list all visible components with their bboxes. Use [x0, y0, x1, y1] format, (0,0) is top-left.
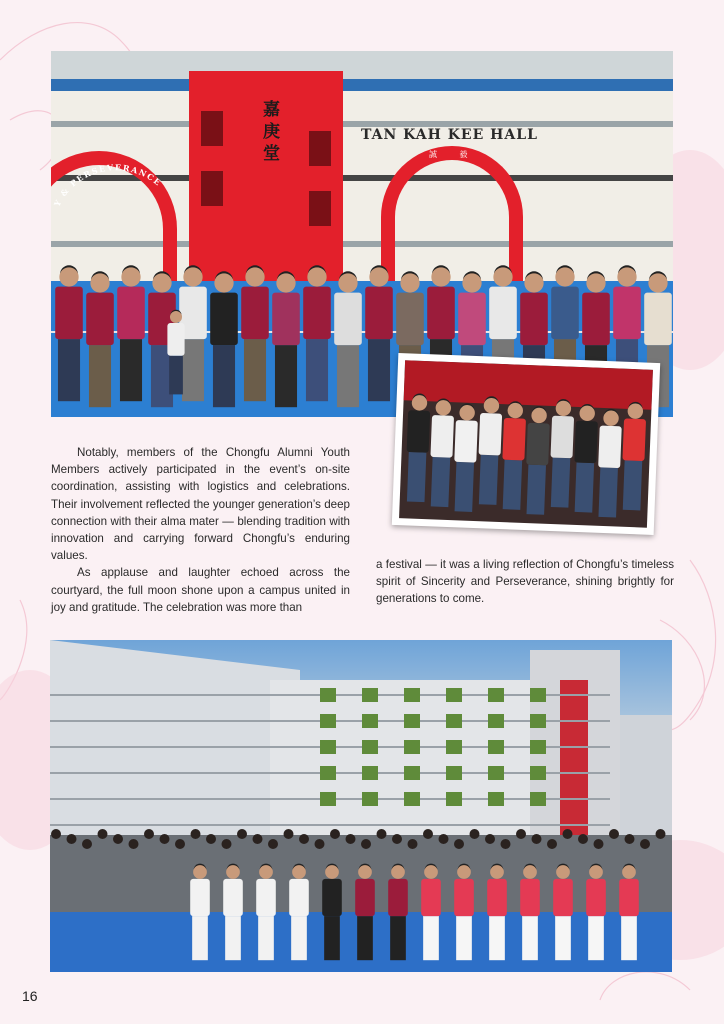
- person-figure: [405, 393, 431, 502]
- article-paragraph: Notably, members of the Chongfu Alumni Youth Members actively participated in the event’s on-site coordination, assisting with logistics and celebrations. Their involvement reflected the younger generation’s deep connection with their alma mater — blending tradition with innovation and carrying forward Chongfu’s enduring values.: [51, 446, 350, 563]
- person-figure: [454, 864, 474, 961]
- person-figure: [586, 864, 606, 961]
- audience-head: [423, 829, 433, 839]
- article-paragraph: As applause and laughter echoed across the courtyard, the full moon shone upon a campus united in joy and gratitude. The celebration was more than: [51, 566, 350, 614]
- audience-head: [578, 834, 588, 844]
- green-planter: [530, 688, 546, 702]
- green-planter: [362, 740, 378, 754]
- person-figure: [256, 864, 276, 961]
- green-planter: [446, 740, 462, 754]
- audience-head: [222, 839, 232, 849]
- person-figure: [55, 265, 83, 401]
- green-planter: [320, 766, 336, 780]
- audience-head: [361, 839, 371, 849]
- article-column-left: [51, 444, 350, 616]
- audience-head: [563, 829, 573, 839]
- green-planter: [362, 766, 378, 780]
- arch-right-motto: 誠 毅: [429, 150, 478, 159]
- person-figure: [619, 864, 639, 961]
- person-figure: [500, 401, 526, 510]
- green-planter: [446, 688, 462, 702]
- person-figure: [322, 864, 342, 961]
- person-figure: [421, 864, 441, 961]
- tower-window: [201, 111, 223, 146]
- green-planter: [488, 714, 504, 728]
- audience-head: [470, 829, 480, 839]
- audience-head: [330, 829, 340, 839]
- person-figure: [596, 408, 622, 517]
- arch-left-motto: [51, 141, 171, 211]
- person-figure: [524, 406, 550, 515]
- person-figure: [223, 864, 243, 961]
- youth-members-photo-image: [399, 360, 653, 527]
- green-planter: [404, 688, 420, 702]
- person-figure: [365, 265, 393, 401]
- person-figure: [86, 271, 114, 407]
- audience-head: [82, 839, 92, 849]
- green-planter: [320, 714, 336, 728]
- green-planter: [488, 792, 504, 806]
- person-figure: [117, 265, 145, 401]
- green-planter: [446, 766, 462, 780]
- audience-head: [191, 829, 201, 839]
- green-planter: [404, 714, 420, 728]
- audience-head: [253, 834, 263, 844]
- audience-head: [144, 829, 154, 839]
- person-figure: [487, 864, 507, 961]
- person-figure: [520, 864, 540, 961]
- youth-members-photo: [392, 353, 660, 535]
- sky-band: [51, 51, 673, 81]
- person-figure: [303, 265, 331, 401]
- audience-head: [640, 839, 650, 849]
- person-figure: [621, 401, 647, 510]
- green-planter: [446, 714, 462, 728]
- audience-head: [625, 834, 635, 844]
- page-number: 16: [22, 988, 38, 1004]
- audience-head: [268, 839, 278, 849]
- audience-head: [516, 829, 526, 839]
- person-figure: [477, 396, 503, 505]
- audience-head: [175, 839, 185, 849]
- tower-window: [309, 131, 331, 166]
- green-planter: [362, 688, 378, 702]
- person-figure: [289, 864, 309, 961]
- svg-text:Y & PERSEVERANCE: Y & PERSEVERANCE: [51, 162, 164, 208]
- tower-window: [201, 171, 223, 206]
- audience-head: [129, 839, 139, 849]
- green-planter: [488, 766, 504, 780]
- person-figure: [388, 864, 408, 961]
- green-planter: [320, 740, 336, 754]
- audience-head: [51, 829, 61, 839]
- audience-head: [284, 829, 294, 839]
- green-planter: [404, 766, 420, 780]
- roof-band: [51, 79, 673, 91]
- audience-head: [315, 839, 325, 849]
- hall-sign: TAN KAH KEE HALL: [361, 127, 538, 143]
- audience-head: [594, 839, 604, 849]
- person-figure: [334, 271, 362, 407]
- person-figure: [241, 265, 269, 401]
- green-planter: [362, 714, 378, 728]
- audience-head: [377, 829, 387, 839]
- person-figure: [452, 403, 478, 512]
- green-planter: [488, 688, 504, 702]
- green-planter: [530, 792, 546, 806]
- audience-head: [439, 834, 449, 844]
- green-planter: [404, 740, 420, 754]
- green-planter: [446, 792, 462, 806]
- audience-head: [346, 834, 356, 844]
- audience-head: [532, 834, 542, 844]
- audience-head: [237, 829, 247, 839]
- mid-autumn-celebration-photo: [50, 640, 672, 972]
- audience-head: [160, 834, 170, 844]
- article-paragraph: a festival — it was a living reflection of Chongfu’s timeless spirit of Sincerity and Perseverance, shining brightly for generations to come.: [376, 558, 674, 606]
- person-figure: [355, 864, 375, 961]
- audience-head: [501, 839, 511, 849]
- person-figure: [572, 404, 598, 513]
- audience-head: [485, 834, 495, 844]
- article-column-right: [376, 556, 674, 608]
- audience-and-performers: [50, 822, 672, 972]
- tower-window: [309, 191, 331, 226]
- person-figure: [210, 271, 238, 407]
- audience-head: [67, 834, 77, 844]
- audience-head: [408, 839, 418, 849]
- green-planter: [404, 792, 420, 806]
- green-planter: [488, 740, 504, 754]
- person-figure: [553, 864, 573, 961]
- audience-head: [392, 834, 402, 844]
- audience-head: [299, 834, 309, 844]
- person-figure: [272, 271, 300, 407]
- audience-head: [454, 839, 464, 849]
- youth-crowd: [399, 360, 653, 527]
- green-planter: [362, 792, 378, 806]
- green-planter: [530, 714, 546, 728]
- audience-head: [98, 829, 108, 839]
- audience-head: [547, 839, 557, 849]
- audience-head: [609, 829, 619, 839]
- audience-head: [206, 834, 216, 844]
- audience-head: [656, 829, 666, 839]
- audience-head: [113, 834, 123, 844]
- person-figure: [549, 399, 575, 508]
- hall-chinese-name: 嘉庚堂: [263, 100, 280, 164]
- green-planter: [530, 740, 546, 754]
- green-planter: [530, 766, 546, 780]
- green-planter: [320, 688, 336, 702]
- person-figure: [429, 398, 455, 507]
- person-figure: [190, 864, 210, 961]
- green-planter: [320, 792, 336, 806]
